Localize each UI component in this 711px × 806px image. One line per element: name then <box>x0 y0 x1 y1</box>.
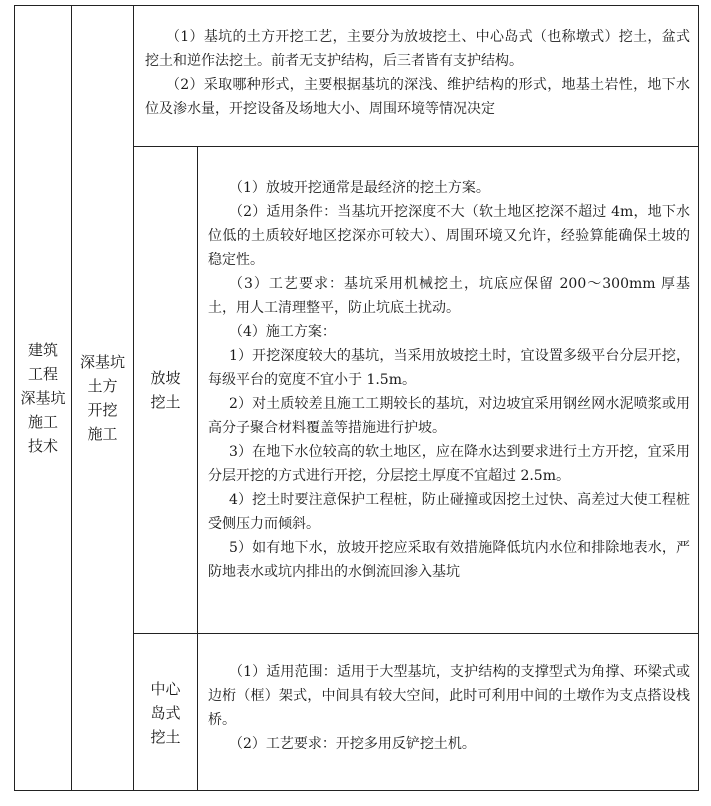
divider-col3 <box>197 146 198 791</box>
content-paragraph: 5）如有地下水，放坡开挖应采取有效措施降低坑内水位和排除地表水，严防地表水或坑内排出的水倒流回渗入基坑 <box>208 540 690 580</box>
intro-paragraph: （1）基坑的土方开挖工艺，主要分为放坡挖土、中心岛式（也称墩式）挖土，盆式挖土和逆作法挖土。前者无支护结构，后三者皆有支护结构。 <box>145 29 690 69</box>
category-line: 工程 <box>27 365 58 383</box>
method-label-line: 放坡 <box>150 369 181 387</box>
method-label-zhongxindao <box>134 634 197 791</box>
zhongxindao-content <box>208 660 690 756</box>
category-cell <box>15 5 71 791</box>
method-label-line: 岛式 <box>150 703 181 722</box>
divider-row-intro <box>133 146 699 147</box>
content-paragraph: （2）适用条件：当基坑开挖深度不大（软土地区挖深不超过 4m，地下水位低的土质较好地区挖深亦可较大）、周围环境又允许，经验算能确保土坡的稳定性。 <box>208 204 690 268</box>
content-paragraph: 1）开挖深度较大的基坑，当采用放坡挖土时，宜设置多级平台分层开挖，每级平台的宽度不宜小于 1.5m。 <box>208 348 690 388</box>
subcategory-line: 开挖 <box>87 401 118 419</box>
content-paragraph: 2）对土质较差且施工工期较长的基坑，对边坡宜采用钢丝网水泥喷浆或用高分子聚合材料覆盖等措施进行护坡。 <box>208 396 690 436</box>
method-label-line: 中心 <box>150 679 181 698</box>
subcategory-line: 深基坑 <box>79 353 125 371</box>
method-label-fangpo <box>134 147 197 633</box>
fangpo-content <box>208 176 690 584</box>
category-line: 深基坑 <box>20 389 66 407</box>
content-paragraph: （2）工艺要求：开挖多用反铲挖土机。 <box>229 736 476 752</box>
method-label-line: 挖土 <box>150 727 181 746</box>
subcategory-line: 施工 <box>87 425 118 443</box>
category-line: 建筑 <box>27 341 58 359</box>
content-paragraph: 3）在地下水位较高的软土地区，应在降水达到要求进行土方开挖，宜采用分层开挖的方式进行开挖，分层挖土厚度不宜超过 2.5m。 <box>208 444 690 484</box>
category-line: 施工 <box>27 413 58 431</box>
subcategory-line: 土方 <box>87 377 118 395</box>
category-line: 技术 <box>27 437 58 455</box>
content-paragraph: （1）放坡开挖通常是最经济的挖土方案。 <box>229 180 490 196</box>
method-label-line: 挖土 <box>150 393 181 411</box>
intro-text <box>145 25 690 121</box>
content-paragraph: （3）工艺要求：基坑采用机械挖土，坑底应保留 200～300mm 厚基土，用人工清理整平，防止坑底土扰动。 <box>208 276 690 316</box>
intro-paragraph: （2）采取哪种形式，主要根据基坑的深浅、维护结构的形式，地基土岩性，地下水位及渗水量，开挖设备及场地大小、周围环境等情况决定 <box>145 77 690 117</box>
divider-row-fangpo <box>133 633 699 634</box>
content-paragraph: （4）施工方案： <box>229 324 336 340</box>
subcategory-cell <box>72 5 133 791</box>
content-paragraph: 4）挖土时要注意保护工程桩，防止碰撞或因挖土过快、高差过大使工程桩受侧压力而倾斜。 <box>208 492 690 532</box>
content-paragraph: （1）适用范围：适用于大型基坑，支护结构的支撑型式为角撑、环梁式或边桁（框）架式，中间具有较大空间，此时可利用中间的土墩作为支点搭设栈桥。 <box>208 664 690 728</box>
